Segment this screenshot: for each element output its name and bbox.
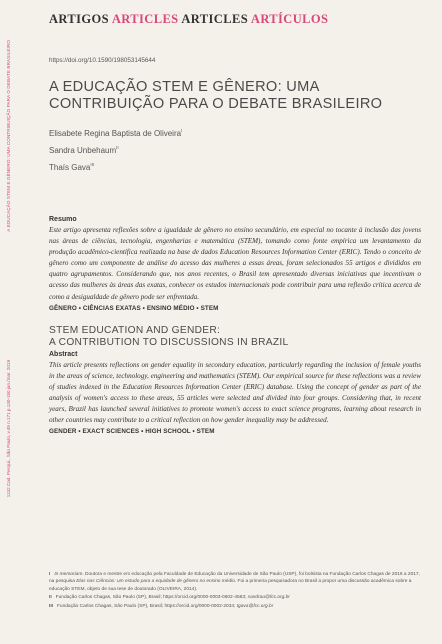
author-footnote-mark: I <box>181 128 183 133</box>
author-footnote-mark: II <box>116 145 119 150</box>
abstract-heading: Abstract <box>49 350 78 358</box>
author-list <box>49 124 421 175</box>
journal-citation-side: 1132 Cad. Pesqui., São Paulo, v.49 n.171 p.130-150 jan./mar. 2019 <box>6 360 11 498</box>
footnote-2: II Fundação Carlos Chagas, São Paulo (SP), Brasil; https://orcid.org/0000-0003-0602-4583; sandrau@fcc.org.br <box>49 595 290 601</box>
resumo-text: Este artigo apresenta reflexões sobre a igualdade de gênero no ensino secundário, em especial no tocante à inclusão das jovens nas áreas de ciências, tecnologia, engenharias e matemática (STEM), tomando como fonte empírica um levantamento da produção acadêmico-científica realizada na base de dados Education Resources Information Center (ERIC). Tendo o conceito de gênero como um componente de análise do acesso das mulheres a essas áreas, foram selecionados 55 artigos e divididos em quatro agrupamentos. Considerando que, nos anos recentes, o Brasil tem apresentado diversas iniciativas que incentivam o acesso das mulheres às áreas das exatas, conhecer os estudos internacionais pode contribuir para uma reflexão crítica acerca de como a desigualdade de gênero pode ser enfrentada. <box>49 226 421 301</box>
author-item: Thaís Gava$^{III}$ <box>49 162 95 172</box>
running-side-title: A EDUCAÇÃO STEM E GÊNERO: UMA CONTRIBUIÇÃO PARA O DEBATE BRASILEIRO <box>6 40 11 232</box>
abstract-text: This article presents reflections on gender equality in secondary education, particularly regarding the inclusion of female youths in the areas of science, technology, engineering and mathematics (STEM). Our empirical source for these reflections was a review of studies indexed in the Education Resources Information Center (ERIC) database. Using the concept of gender as part of the analysis of women's access to these areas, 55 articles were selected and divided into four groups. Considering that, in recent years, Brazil has launched several initiatives to promote women's access to exact science programs, learning about research in other countries may contribute to a critical reflection on how gender inequality may be addressed. <box>49 360 421 425</box>
footnote-1: I In memoriam. Doutora e mestre em educação pela Faculdade de Educação da Universidade de São Paulo (USP), foi bolsista na Fundação Carlos Chagas de 2016 a 2017, na pesquisa Elas nas Ciências: um estudo para a equidade de gênero no ensino médio. Foi a primeira pesquisadora no Brasil a propor uma discussão acadêmica sobre a educação STEM, objeto de sua tese de doutorado (OLIVEIRA, 2014). <box>49 572 420 592</box>
header-word-artigos: ARTIGOS <box>49 12 110 26</box>
author-item: Elisabete Regina Baptista de Oliveira$^I$ <box>49 128 183 138</box>
header-word-articles-en: ARTICLES <box>111 12 179 26</box>
article-title-en <box>49 325 421 350</box>
footnote-email[interactable]: tgava@fcc.org.br <box>236 603 274 609</box>
article-title-pt: A EDUCAÇÃO STEM E GÊNERO: UMA CONTRIBUIÇÃO PARA O DEBATE BRASILEIRO <box>49 79 383 112</box>
article-page <box>49 0 421 435</box>
footnote-email[interactable]: sandrau@fcc.org.br <box>247 595 290 601</box>
resumo-heading: Resumo <box>49 216 77 223</box>
title-en-line2: A CONTRIBUTION TO DISCUSSIONS IN BRAZIL <box>49 337 289 349</box>
header-word-articles-fr: ARTICLES <box>181 12 249 26</box>
resumo-keywords: GÊNERO • CIÊNCIAS EXATAS • ENSINO MÉDIO • STEM <box>49 304 219 312</box>
title-en-line1: STEM EDUCATION AND GENDER: <box>49 324 221 336</box>
footnotes <box>49 571 421 611</box>
footnote-3: III Fundação Carlos Chagas, São Paulo (SP), Brasil; https://orcid.org/0000-0002-2034; tgava@fcc.org.br <box>49 603 274 609</box>
section-header <box>49 12 421 27</box>
header-word-articulos: ARTÍCULOS <box>250 12 329 26</box>
doi-link[interactable]: https://doi.org/10.1590/198053145644 <box>49 57 156 64</box>
author-item: Sandra Unbehaum$^{II}$ <box>49 145 119 155</box>
author-footnote-mark: III <box>90 162 95 167</box>
abstract-keywords: GENDER • EXACT SCIENCES • HIGH SCHOOL • STEM <box>49 428 215 436</box>
